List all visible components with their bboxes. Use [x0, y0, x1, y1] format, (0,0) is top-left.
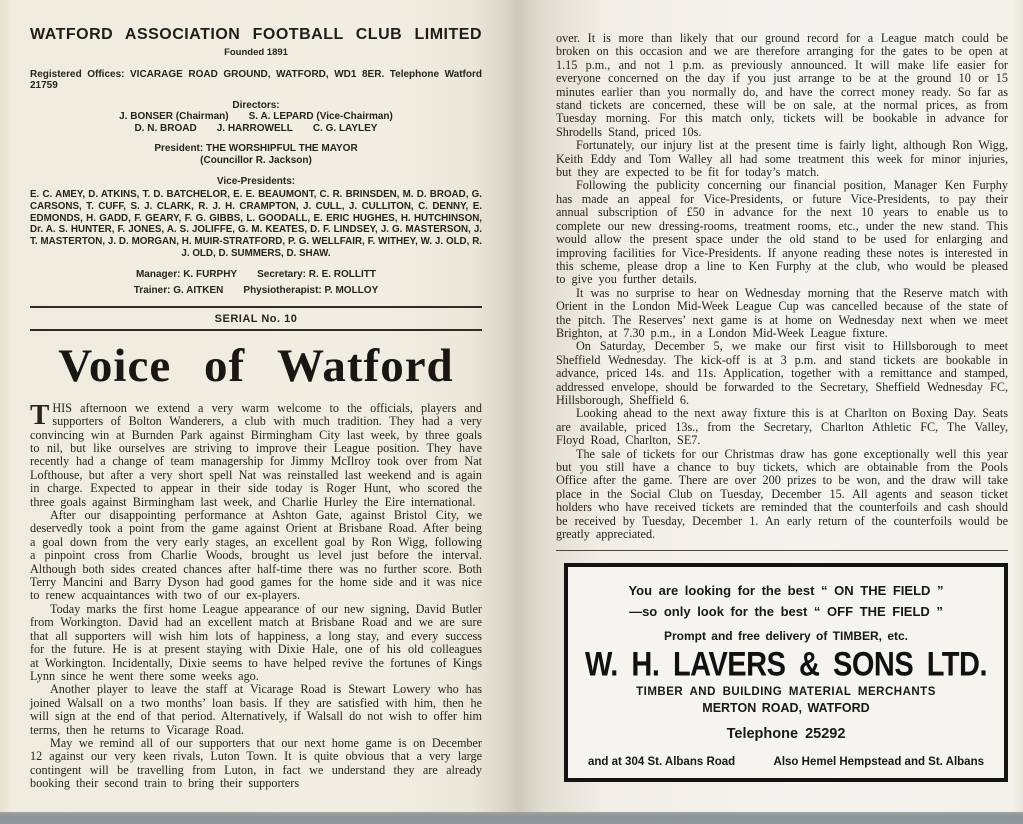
- paragraph: Another player to leave the staff at Vicarage Road is Stewart Lowery who has joined Walsall on a two months’ loan basis. If they are satisfied with him, then he will sign at the end of that period. Alternatively, if Walsall do not wish to offer him terms, then he returns to Vicarage Road.: [30, 682, 482, 737]
- paragraph: Today marks the first home League appearance of our new signing, David Butler from Workington. David had an excellent match at Brisbane Road and we are sure that all supporters will wish him lots of happiness, a long stay, and every success for the future. He is at present staying with Dixie Hale, one of his old colleagues at Workington. Incidentally, Dixie seems to have helped revive the fortunes of Kings Lynn since he went there some weeks ago.: [30, 601, 482, 683]
- advert-slogan-2: —so only look for the best “ OFF THE FIELD ”: [629, 604, 943, 620]
- paragraph: Following the publicity concerning our financial position, Manager Ken Furphy has made an appeal for Vice-Presidents, or future Vice-Presidents, to pay their annual subscription of £50 in advance for the next 10 years to enable us to complete our new dressing-rooms, treatment rooms, etc., under the new stand. This would allow the present space under the old stand to be used for enlarging and improving facilities for Vice-Presidents. If anyone reading these notes is interested in this scheme, please drop a line to Ken Furphy at the club, who would be pleased to give you further details.: [556, 178, 1008, 287]
- directors-heading: Directors:: [232, 100, 280, 111]
- paragraph-text: HIS afternoon we extend a very warm welcome to the officials, players and supporters of Bolton Wanderers, a club with much tradition. They had a very convincing win at Burnden Park against Birmingham City last week, by three goals to nil, but like ourselves are striving to improve their League position. They have recently had a change of team managership for Jimmy McIlroy took over from Nat Lofthouse, but after a very short spell Nat was reinstalled last weekend and is again in charge. Expected to appear in their side today is Roger Hunt, who scored the three goals against Birmingham last week, and Charlie Hurley the Eire international.: [30, 400, 482, 509]
- vice-presidents-heading: Vice-Presidents:: [216, 176, 296, 187]
- drop-cap: T: [30, 398, 50, 431]
- advert-branches-row: [582, 756, 990, 768]
- advert-address: MERTON ROAD, WATFORD: [702, 701, 870, 716]
- left-page: [30, 26, 482, 791]
- paragraph: On Saturday, December 5, we make our first visit to Hillsborough to meet Sheffield Wednesday. The kick-off is at 3 p.m. and stand tickets are bookable in advance, priced 14s. and 11s. Application, together with a remittance and stamped, addressed envelope, should be forwarded to the Secretary, Sheffield Wednesday FC, Hillsborough, Sheffield 6.: [556, 339, 1008, 407]
- serial-number: SERIAL No. 10: [214, 312, 298, 325]
- paragraph: It was no surprise to hear on Wednesday morning that the Reserve match with Orient in the London Mid-Week League Cup was cancelled because of the state of the pitch. The Reserves’ next game is at home on Wednesday next when we meet Brighton, at 7.30 p.m., in a London Mid-Week League fixture.: [556, 285, 1008, 340]
- serial-band: [30, 306, 482, 331]
- divider-rule: [556, 550, 1008, 551]
- scanner-background: [0, 812, 1023, 824]
- paragraph: After our disappointing performance at Ashton Gate, against Bristol City, we deservedly took a point from the game against Orient at Brisbane Road. After being a goal down from the very early stages, an excellent goal by Ron Wigg, following a pinpoint cross from Charlie Woods, brought us level just before the interval. Although both sides created chances after half-time there was no further score. Both Terry Mancini and Barry Dyson had good games for the home side and it was nice to renew acquaintances with two of our ex-players.: [30, 508, 482, 603]
- president-line-2: (Councillor R. Jackson): [200, 155, 312, 166]
- directors-row-1: J. BONSER (Chairman) S. A. LEPARD (Vice-Chairman): [119, 111, 393, 122]
- advert-branch-right: Also Hemel Hempstead and St. Albans: [773, 756, 984, 769]
- advert-delivery-line: Prompt and free delivery of TIMBER, etc.: [663, 629, 909, 644]
- paragraph: [30, 398, 482, 509]
- right-page: [556, 24, 1008, 782]
- paragraph: Fortunately, our injury list at the present time is fairly light, although Ron Wigg, Keith Eddy and Tom Walley all had some treatment this week for minor injuries, but they are expected to be fit for today’s match.: [556, 138, 1008, 180]
- founded-line: Founded 1891: [224, 47, 288, 58]
- registered-offices-line: Registered Offices: VICARAGE ROAD GROUND, WATFORD, WD1 8ER. Telephone Watford 21759: [30, 69, 482, 91]
- paragraph: The sale of tickets for our Christmas draw has gone exceptionally well this year but you still have a chance to buy tickets, which are obtainable from the Pools Office after the game. There are over 200 prizes to be won, and the draw will take place in the Social Club on Tuesday, December 15. All agents and season ticket holders who have received tickets are reminded that the counterfoils and cash should be received by Tuesday, December 1. An early return of the counterfoils would be greatly appreciated.: [556, 446, 1008, 542]
- manager-secretary-line: Manager: K. FURPHY Secretary: R. E. ROLLITT: [135, 268, 377, 280]
- advert-phone: Telephone 25292: [726, 726, 846, 743]
- advert-branch-left: and at 304 St. Albans Road: [588, 756, 736, 769]
- paragraph: over. It is more than likely that our ground record for a League match could be broken on this occasion and we are therefore arranging for the gates to be open at 1.15 p.m., and not 1 p.m. as previously announced. It will make life easier for everyone concerned on the day if you just arrange to be at the ground 10 or 15 minutes earlier than you normally do, and have the correct money ready. So far as stand tickets are concerned, these will be on sale, at the normal prices, as from Tuesday morning. For this match only, tickets will be bookable in advance for Shrodells Stand, priced 10s.: [556, 31, 1008, 139]
- paragraph: Looking ahead to the next away fixture this is at Charlton on Boxing Day. Seats are available, priced 13s., from the Secretary, Charlton Athletic FC, The Valley, Floyd Road, Charlton, SE7.: [556, 406, 1008, 448]
- club-title: WATFORD ASSOCIATION FOOTBALL CLUB LIMITED: [30, 26, 482, 43]
- advert-trade-line: TIMBER AND BUILDING MATERIAL MERCHANTS: [636, 686, 936, 699]
- advert-company-name: W. H. LAVERS & SONS LTD.: [585, 646, 987, 685]
- president-line-1: President: THE WORSHIPFUL THE MAYOR: [154, 143, 358, 154]
- editorial-column-left: [30, 398, 482, 791]
- advert-slogan-1: You are looking for the best “ ON THE FIELD ”: [628, 583, 944, 599]
- page-title: Voice of Watford: [58, 339, 454, 392]
- vice-presidents-list: E. C. AMEY, D. ATKINS, T. D. BATCHELOR, E. E. BEAUMONT, C. R. BRINSDEN, M. D. BROAD, G. CARSONS, T. CUFF, S. J. CLARK, R. J. H. CRAMPTON, J. CULL, J. CULLITON, C. DENNY, E. EDMONDS, H. GADD, F. GEARY, F. G. GIBBS, L. GOODALL, E. ERIC HUGHES, H. HUTCHINSON, Dr. A. S. HUNTER, F. JONES, A. S. JOLIFFE, G. M. KEATES, D. F. LINDSEY, J. G. MASTERSON, J. T. MASTERTON, J. D. MORGAN, H. MUIR-STRATFORD, P. G. WELLFAIR, F. WITHEY, W. J. OLD, R. J. OLD, D. SUMMERS, D. SHAW.: [30, 189, 482, 259]
- editorial-column-right: [556, 24, 1008, 541]
- directors-row-2: D. N. BROAD J. HARROWELL C. G. LAYLEY: [134, 123, 378, 134]
- advert-lavers: [564, 563, 1008, 782]
- trainer-physio-line: Trainer: G. AITKEN Physiotherapist: P. MOLLOY: [133, 284, 379, 296]
- paragraph: May we remind all of our supporters that our next home game is on December 12 against our very keen rivals, Luton Town. It is quite obvious that a very large contingent will be travelling from Luton, in fact we understand they are already booking their second train to bring their supporters: [30, 735, 482, 791]
